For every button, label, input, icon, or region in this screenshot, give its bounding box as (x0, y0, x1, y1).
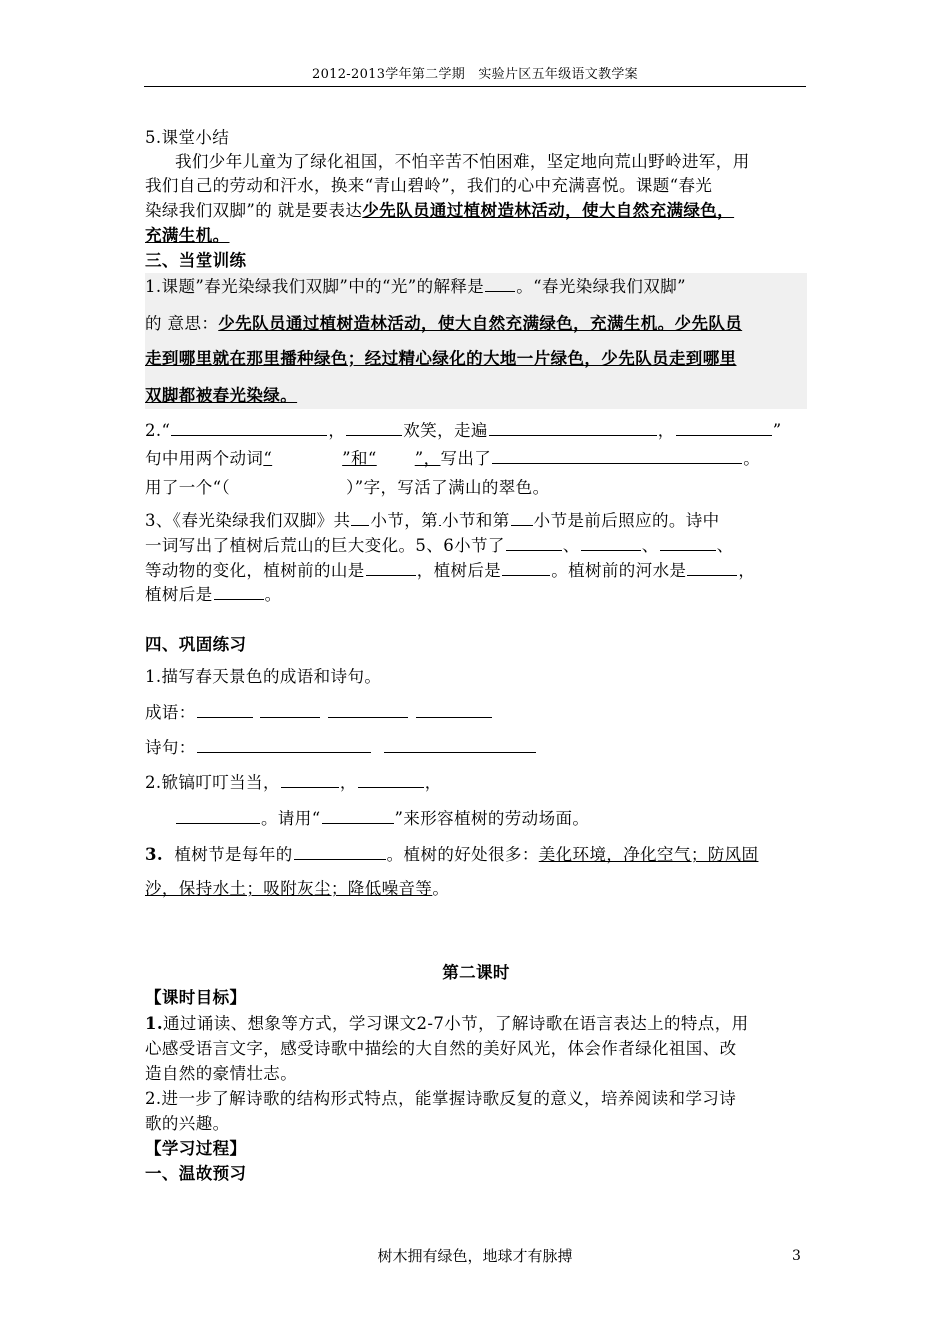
page-number: 3 (792, 1248, 801, 1264)
goal-1-line-1 (145, 1012, 807, 1036)
training-q2-line-3 (145, 476, 807, 500)
q3-text-5: 一词写出了植树后荒山的巨大变化。5、6小节了 (145, 536, 505, 555)
q2p-text-3: ”来形容植树的劳动场面。 (394, 809, 590, 828)
poem-blank-2[interactable] (384, 735, 536, 753)
q3p-answer-1: 美化环境，净化空气；防风固 (538, 845, 759, 864)
lesson2-title: 第二课时 (442, 963, 510, 982)
q2p-blank-4[interactable] (322, 806, 394, 824)
q3-blank-9[interactable] (687, 558, 737, 576)
idiom-blank-1[interactable] (197, 700, 253, 718)
summary-line-3-text: 染绿我们双脚”的 就是要表达 (145, 201, 363, 220)
q2-blank-3[interactable] (489, 418, 657, 436)
q2-used-rest: ）”字，写活了满山的翠色。 (346, 478, 550, 497)
practice-heading: 四、巩固练习 (145, 635, 247, 654)
q3-text-2: 小节，第 (370, 511, 439, 530)
training-q3-line-1 (145, 508, 807, 533)
training-q3-line-2 (145, 533, 807, 558)
goal-1-number: 1. (145, 1014, 164, 1033)
q3-blank-6[interactable] (660, 533, 716, 551)
practice-idioms (145, 700, 807, 725)
q2-quote-close: ”， (414, 449, 441, 468)
practice-q3-line-1 (145, 842, 807, 867)
q2-blank-4[interactable] (676, 418, 772, 436)
goal-2-line-1: 2.进一步了解诗歌的结构形式特点，能掌握诗歌反复的意义，培养阅读和学习诗 (145, 1089, 737, 1108)
q3-text-4: 小节是前后照应的。诗中 (533, 511, 720, 530)
practice-q1: 1.描写春天景色的成语和诗句。 (145, 667, 382, 686)
practice-q2-line-2 (145, 806, 837, 831)
summary-line-1: 我们少年儿童为了绿化祖国，不怕辛苦不怕困难，坚定地向荒山野岭进军，用 (175, 152, 750, 171)
q3-blank-4[interactable] (506, 533, 562, 551)
summary-line-3 (145, 199, 807, 223)
q1-meaning-label: 的 意思： (145, 314, 219, 333)
practice-poems (145, 735, 807, 760)
q3p-number: 3. (145, 845, 164, 864)
q2-and: ”和“ (342, 449, 377, 468)
practice-q2-line-1 (145, 770, 807, 795)
summary-heading: 5.课堂小结 (145, 128, 230, 147)
q3-blank-10[interactable] (214, 582, 264, 600)
q2-comma-2: ， (657, 421, 675, 440)
q3-blank-8[interactable] (502, 558, 550, 576)
q3-text-9: ， (738, 561, 756, 580)
training-q2-line-1 (145, 418, 807, 443)
q3-text-11: 。 (264, 585, 282, 604)
page-header: 2012-2013学年第二学期 实验片区五年级语文教学案 (144, 64, 806, 87)
poem-blank-1[interactable] (197, 735, 371, 753)
q1-text-2: 。“春光染绿我们双脚” (516, 277, 686, 296)
q2p-comma-1: ， (339, 773, 357, 792)
q1-answer-2: 走到哪里就在那里播种绿色；经过精心绿化的大地一片绿色，少先队员走到哪里 (145, 349, 737, 368)
q2p-blank-1[interactable] (281, 770, 339, 788)
q3p-text-1: 植树节是每年的 (174, 845, 293, 864)
q3-text-6: 等动物的变化，植树前的山是 (145, 561, 365, 580)
q2-text-laugh: 欢笑，走遍 (403, 421, 488, 440)
q2p-blank-2[interactable] (358, 770, 424, 788)
training-q1-line-1 (145, 274, 807, 299)
q3-sep-1: 、 (562, 536, 580, 555)
training-q3-line-3 (145, 558, 807, 583)
q2-quote-open: “ (263, 449, 273, 468)
q2p-blank-3[interactable] (176, 806, 260, 824)
q2-verbs-label: 句中用两个动词 (145, 449, 264, 468)
q3-sep-3: 、 (716, 536, 734, 555)
q2p-text-2: 。请用“ (261, 809, 321, 828)
q3-text-7: ，植树后是 (416, 561, 502, 580)
q2-wrote-label: 写出了 (440, 449, 492, 468)
summary-answer-end: 充满生机。 (145, 226, 230, 245)
q3p-answer-2: 沙，保持水土；吸附灰尘；降低噪音等 (145, 879, 433, 898)
q3-blank-5[interactable] (581, 533, 641, 551)
q3-text-1: 3、《春光染绿我们双脚》共 (145, 511, 351, 530)
goal-2-line-2: 歌的兴趣。 (145, 1114, 230, 1133)
q3-text-8: 。植树前的河水是 (551, 561, 687, 580)
q2-used-label: 用了一个“（ (145, 478, 231, 497)
q2-open-quote: 2.“ (145, 421, 171, 440)
training-q3-line-4 (145, 582, 807, 607)
review-heading: 一、温故预习 (145, 1164, 247, 1183)
q3-blank-1[interactable] (351, 508, 369, 526)
q2-close-quote: ” (772, 421, 782, 440)
q2p-comma-2: ， (424, 773, 442, 792)
q3-blank-7[interactable] (366, 558, 416, 576)
idiom-blank-2[interactable] (260, 700, 320, 718)
q2-blank-1[interactable] (171, 418, 327, 436)
idiom-blank-4[interactable] (416, 700, 492, 718)
q3-text-3: 小节和第 (442, 511, 510, 530)
q3p-text-2: 。植树的好处很多： (386, 845, 539, 864)
q3p-blank-1[interactable] (294, 842, 386, 860)
summary-answer: 少先队员通过植树造林活动，使大自然充满绿色， (362, 201, 735, 220)
training-q2-line-2 (145, 446, 807, 471)
training-heading: 三、当堂训练 (145, 251, 247, 270)
summary-line-2: 我们自己的劳动和汗水，换来“青山碧岭”，我们的心中充满喜悦。课题“春光 (145, 176, 713, 195)
q2-blank-5[interactable] (492, 446, 742, 464)
q3-blank-3[interactable] (511, 508, 533, 526)
q2-blank-2[interactable] (346, 418, 402, 436)
q3-sep-2: 、 (641, 536, 659, 555)
idiom-blank-3[interactable] (328, 700, 408, 718)
q3p-period: 。 (432, 879, 450, 898)
goal-1-line-2: 心感受语言文字，感受诗歌中描绘的大自然的美好风光，体会作者绿化祖国、改 (145, 1039, 737, 1058)
goal-1-text: 通过诵读、想象等方式，学习课文2-7小节，了解诗歌在语言表达上的特点，用 (163, 1014, 749, 1033)
q3-blank-2[interactable] (439, 508, 441, 526)
q3-text-10: 植树后是 (145, 585, 213, 604)
q2-period: 。 (743, 449, 761, 468)
q2-verbs-answer (263, 449, 440, 468)
q1-text: 1.课题”春光染绿我们双脚”中的“光”的解释是 (145, 277, 485, 296)
goal-1-line-3: 造自然的豪情壮志。 (145, 1064, 298, 1083)
practice-q3-line-2 (145, 877, 807, 901)
q1-blank[interactable] (485, 274, 515, 292)
q2p-text-1: 2.锨镐叮叮当当， (145, 773, 280, 792)
q2-comma-1: ， (328, 421, 346, 440)
q1-answer-1: 少先队员通过植树造林活动，使大自然充满绿色，充满生机。少先队员 (218, 314, 743, 333)
idiom-label: 成语： (145, 703, 196, 722)
goal-heading: 【课时目标】 (145, 988, 247, 1007)
q1-answer-3: 双脚都被春光染绿。 (145, 386, 298, 405)
footer-motto: 树木拥有绿色，地球才有脉搏 (377, 1247, 573, 1265)
training-q1-line-2 (145, 312, 807, 336)
poem-label: 诗句： (145, 738, 196, 757)
process-heading: 【学习过程】 (145, 1139, 247, 1158)
